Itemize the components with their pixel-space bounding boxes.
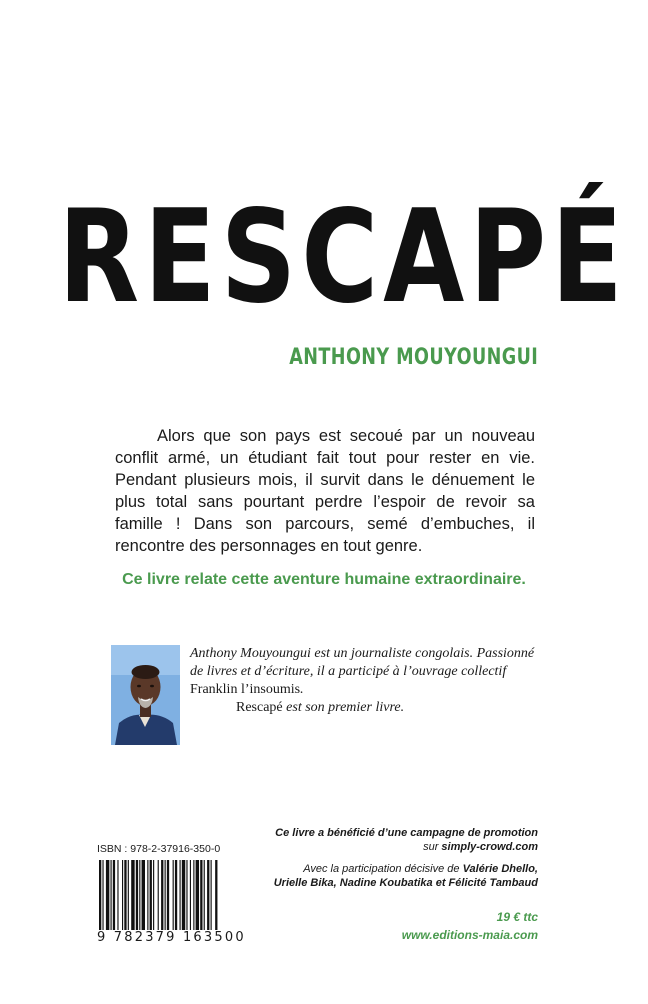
bio-first-book: est son premier livre. [286, 700, 405, 715]
promotion-line: Ce livre a bénéficié d’une campagne de promotion [275, 827, 538, 839]
author-photo [111, 645, 180, 745]
author-name: ANTHONY MOUYOUNGUI [288, 345, 538, 370]
promotion-site: simply-crowd.com [441, 841, 538, 853]
promotion-prefix: sur [423, 841, 439, 853]
bio-work-title: Franklin l’insoumis [190, 682, 301, 697]
promotion-note [275, 826, 538, 854]
blurb-paragraph [115, 425, 535, 557]
barcode [97, 860, 270, 930]
price: 19 € ttc [496, 910, 538, 924]
bio-text: Anthony Mouyoungui est un journaliste congolais. Passionné de livres et d’écriture, il a participé à l’ouvrage collectif [190, 646, 535, 679]
participation-note [274, 862, 538, 890]
author-bio [190, 645, 540, 717]
participation-names-b: Urielle Bika, Nadine Koubatika et Félicité Tambaud [273, 877, 538, 889]
isbn: ISBN : 978-2-37916-350-0 [97, 843, 221, 855]
tagline: Ce livre relate cette aventure humaine extraordinaire. [122, 571, 526, 588]
publisher-website: www.editions-maia.com [401, 928, 538, 942]
bio-period: . [300, 682, 304, 697]
participation-prefix: Avec la participation décisive de [303, 863, 460, 875]
participation-names-a: Valérie Dhello, [462, 863, 538, 875]
blurb-text: Alors que son pays est secoué par un nouveau conflit armé, un étudiant fait tout pour rester en vie. Pendant plusieurs mois, il survit dans le dénuement le plus total sans pourtant perdre l’espoir de revoir sa famille ! Dans son parcours, semé d’embuches, il rencontre des personnages en tout genre. [115, 427, 535, 555]
barcode-number: 9 782379 163500 [97, 930, 246, 945]
bio-book-title: Rescapé [236, 700, 283, 715]
book-title: RESCAPÉ [58, 183, 628, 332]
